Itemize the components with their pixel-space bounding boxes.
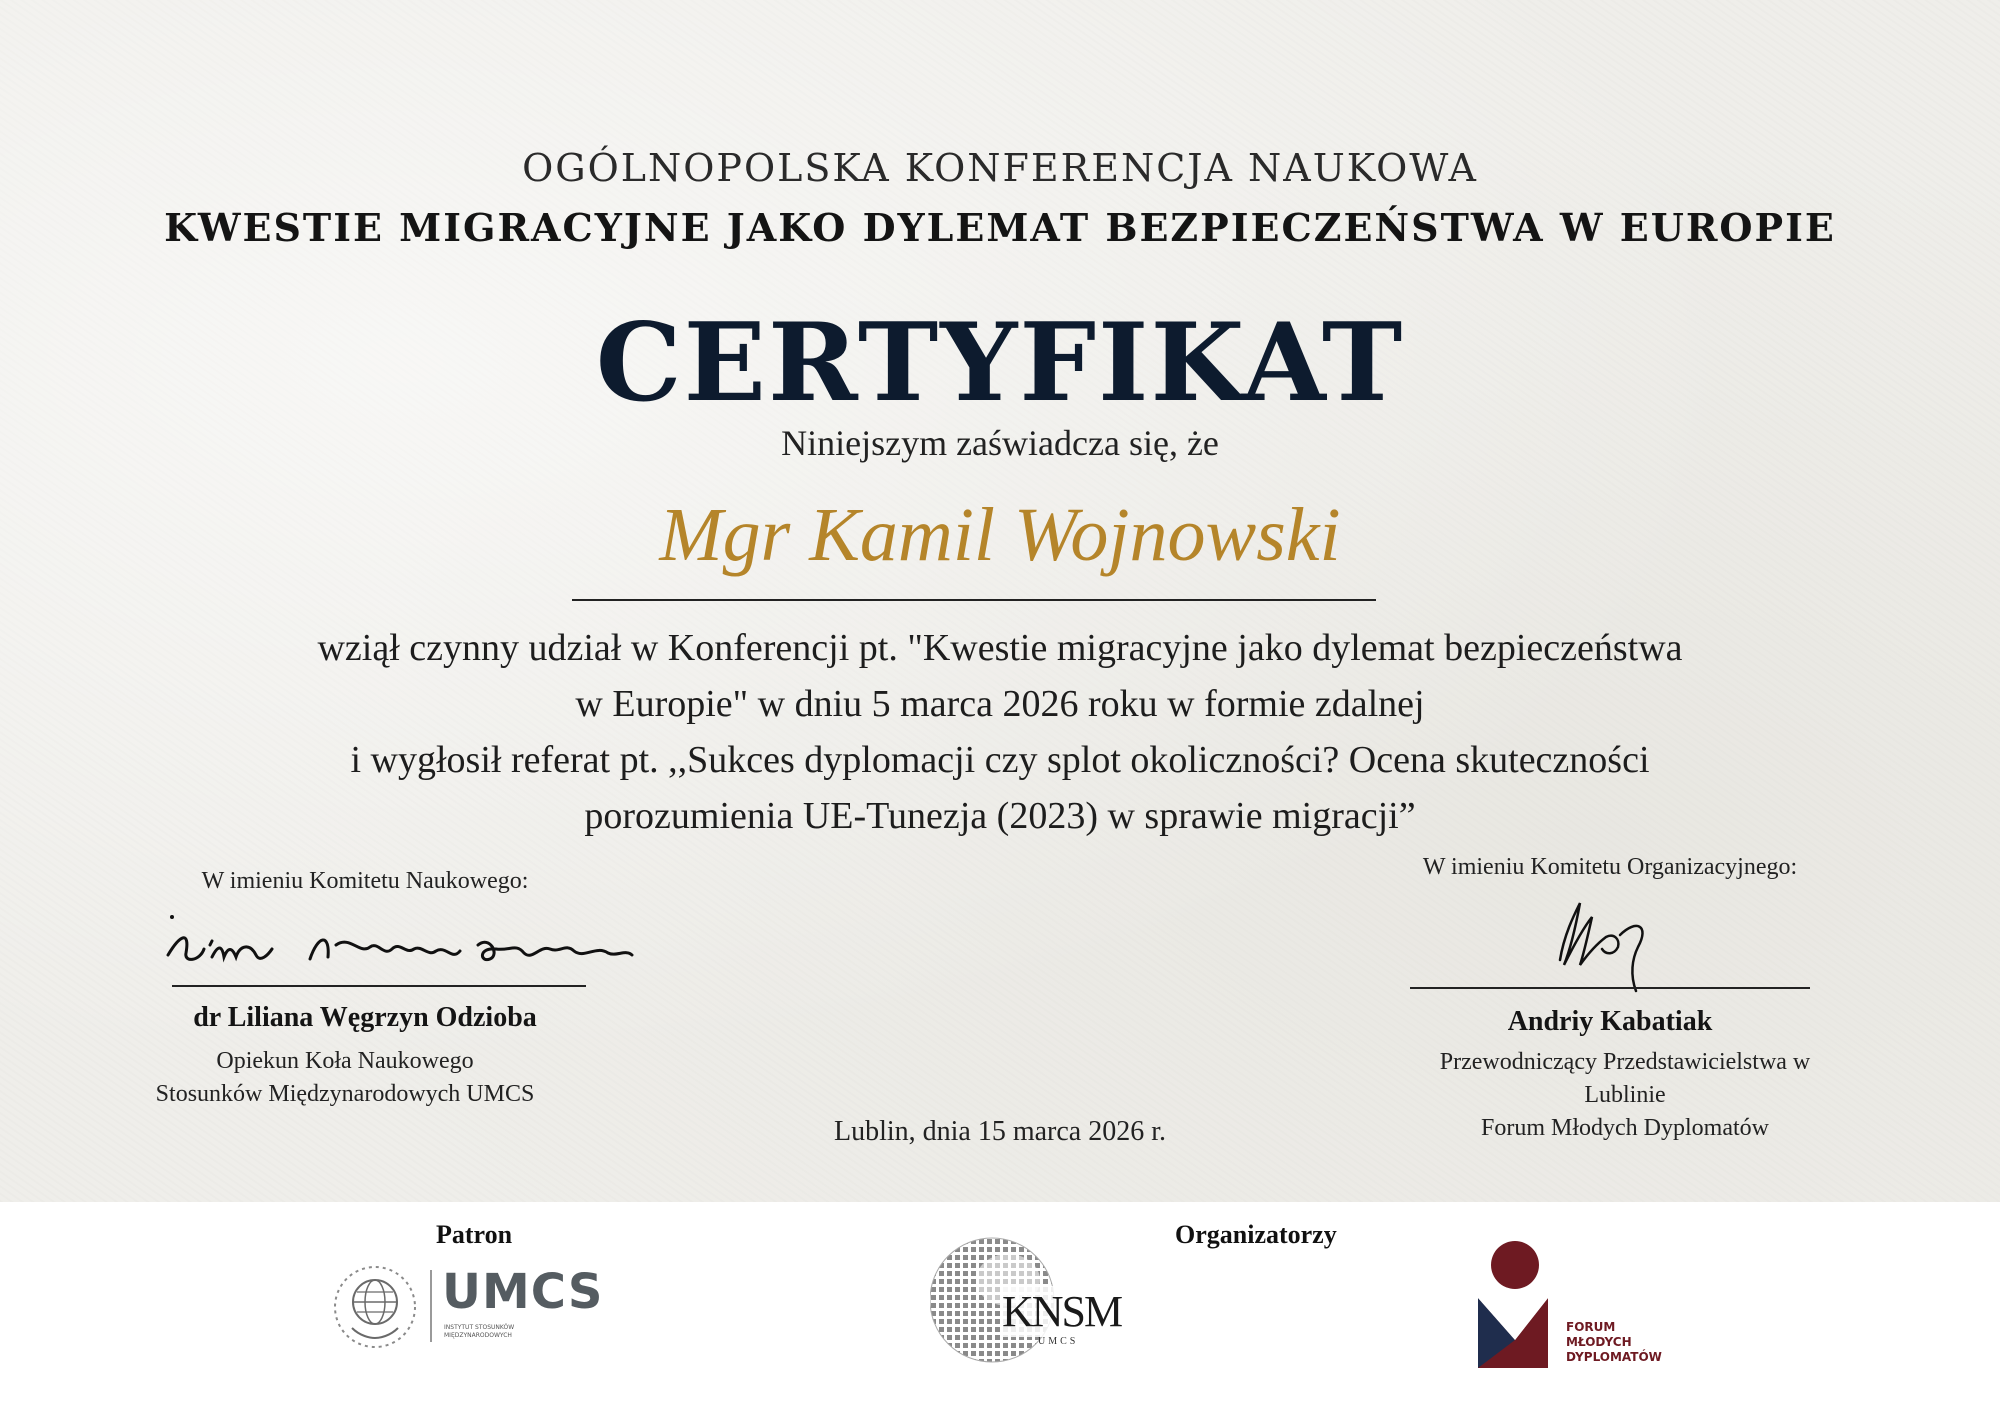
left-signature [160,905,640,985]
umcs-logo [330,1262,604,1352]
body-line: w Europie" w dniu 5 marca 2026 roku w formie zdalnej [575,683,1425,725]
umcs-subtext: INSTYTUT STOSUNKÓW MIĘDZYNARODOWYCH [444,1324,515,1339]
right-signatory [1410,1006,1810,1038]
scientific-committee-heading: W imieniu Komitetu Naukowego: [201,868,529,894]
organizing-committee-heading: W imieniu Komitetu Organizacyjnego: [1422,854,1798,880]
left-signatory-name: dr Liliana Węgrzyn Odzioba [193,1002,537,1033]
left-signatory [150,1002,580,1034]
right-signature-line [1410,987,1810,989]
conference-type: OGÓLNOPOLSKA KONFERENCJA NAUKOWA [522,146,1478,190]
fmd-emblem-icon [1470,1240,1560,1370]
certificate-title: CERTYFIKAT [595,300,1405,426]
logo-divider [430,1270,432,1342]
umcs-wordmark: UMCS [442,1264,604,1320]
fmd-logo [1470,1240,1670,1370]
place-and-date: Lublin, dnia 15 marca 2026 r. [833,1116,1167,1147]
left-signature-line [172,985,586,987]
certificate-body [0,620,2000,844]
body-line: i wygłosił referat pt. ,,Sukces dyplomacji czy splot okoliczności? Ocena skuteczności [350,739,1650,781]
knsm-subtext: UMCS [1038,1336,1079,1347]
patron-label: Patron [436,1220,513,1249]
right-signatory-name: Andriy Kabatiak [1507,1006,1713,1037]
left-signatory-role: Opiekun Koła Naukowego Stosunków Międzynarodowych UMCS [155,1048,535,1107]
knsm-wordmark: KNSM [1002,1287,1122,1336]
recipient-name: Mgr Kamil Wojnowski [659,493,1341,577]
right-signature [1540,895,1680,995]
body-line: wziął czynny udział w Konferencji pt. "Kwestie migracyjne jako dylemat bezpieczeństwa [317,627,1683,669]
organizers-label: Organizatorzy [1175,1220,1337,1249]
certificate-intro: Niniejszym zaświadcza się, że [781,423,1219,463]
conference-title: KWESTIE MIGRACYJNE JAKO DYLEMAT BEZPIECZEŃSTWA W EUROPIE [164,205,1836,250]
body-line: porozumienia UE-Tunezja (2023) w sprawie migracji” [584,795,1416,837]
fmd-wordmark: FORUM MŁODYCH DYPLOMATÓW [1566,1320,1662,1364]
recipient-underline [572,599,1376,601]
knsm-logo [930,1230,1122,1370]
globe-emblem-icon [330,1262,420,1352]
right-signatory-role: Przewodniczący Przedstawicielstwa w Lublinie Forum Młodych Dyplomatów [1439,1049,1811,1141]
